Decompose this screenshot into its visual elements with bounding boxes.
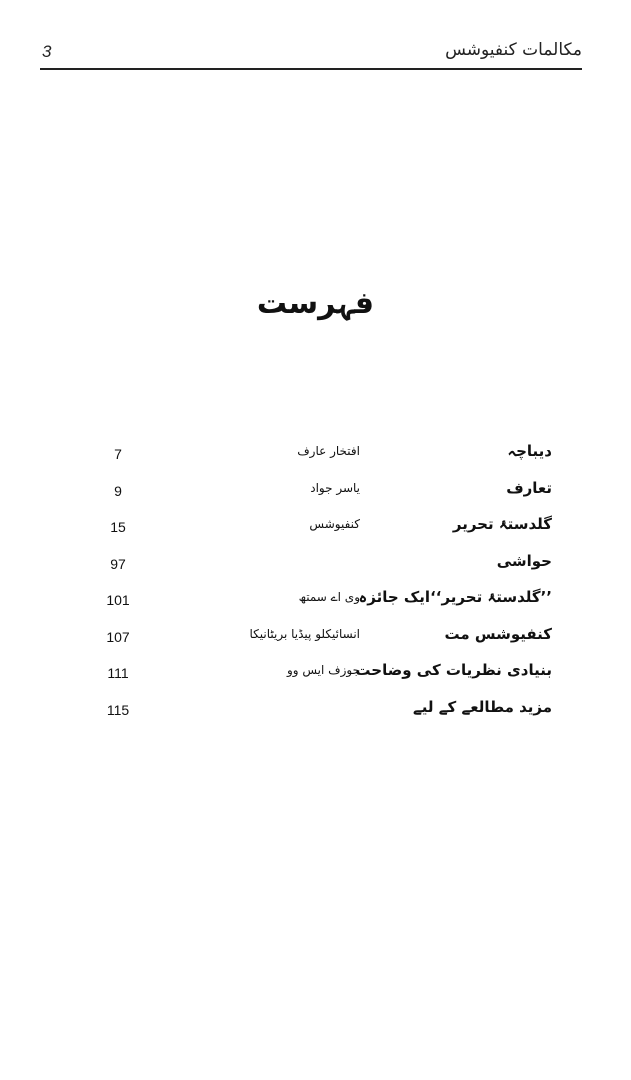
page-number: 3 <box>42 42 52 61</box>
toc-row <box>40 657 552 694</box>
book-title: مکالمات کنفیوشس <box>445 40 582 60</box>
toc-entry-title: کنفیوشس مت <box>444 624 552 643</box>
toc-row <box>40 548 552 585</box>
toc-entry-title: دیباچہ <box>507 442 552 460</box>
toc-row <box>40 694 552 731</box>
toc-entry-title: حواشی <box>496 551 552 570</box>
toc-entry-title: تعارف <box>506 478 552 497</box>
toc-entry-title: ’’گلدستۂ تحریر‘‘ایک جائزہ <box>358 588 552 606</box>
toc-entry-author: یاسر جواد <box>310 480 360 495</box>
toc-entry-author: انسائیکلو پیڈیا بریٹانیکا <box>249 626 360 641</box>
toc-entry-title: گلدستۂ تحریر <box>452 515 552 533</box>
toc-row <box>40 621 552 658</box>
toc-entry-page: 97 <box>110 555 126 572</box>
toc-entry-title: مزید مطالعے کے لیے <box>412 697 552 716</box>
toc-entry-page: 115 <box>106 701 130 718</box>
contents-heading: فہرست <box>256 286 375 321</box>
toc-entry-author: کنفیوشس <box>309 517 360 531</box>
toc-row <box>40 584 552 621</box>
running-header <box>40 40 582 70</box>
toc-entry-page: 9 <box>114 482 122 499</box>
toc-entry-author: افتخار عارف <box>297 444 360 458</box>
toc-row <box>40 511 552 548</box>
toc-entry-author: وی اے سمتھ <box>298 590 360 604</box>
toc-entry-author: جوزف ایس وو <box>286 663 360 677</box>
toc-entry-title: بنیادی نظریات کی وضاحت <box>355 661 552 679</box>
table-of-contents <box>40 438 552 730</box>
toc-entry-page: 107 <box>106 628 130 645</box>
toc-entry-page: 7 <box>114 446 122 462</box>
toc-entry-page: 111 <box>107 665 129 681</box>
toc-row <box>40 475 552 512</box>
toc-row <box>40 438 552 475</box>
toc-entry-page: 15 <box>110 519 126 535</box>
toc-entry-page: 101 <box>106 592 130 608</box>
